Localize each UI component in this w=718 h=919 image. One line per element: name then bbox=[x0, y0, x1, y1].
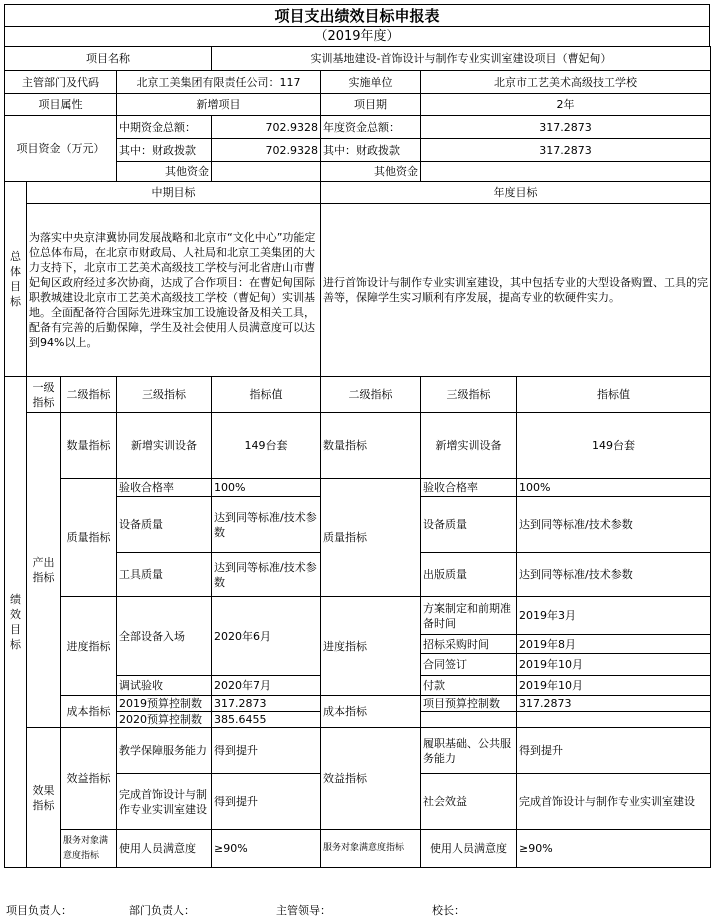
b2-value-year: 完成首饰设计与制作专业实训室建设 bbox=[517, 774, 711, 830]
funds-label: 项目资金（万元） bbox=[5, 116, 117, 182]
q3-value: 达到同等标准/技术参数 bbox=[212, 553, 321, 597]
year-total-label: 年度资金总额： bbox=[321, 116, 421, 139]
header-level2: 二级指标 bbox=[61, 377, 117, 413]
form-year: （2019年度） bbox=[4, 26, 710, 46]
qty-l3: 新增实训设备 bbox=[117, 413, 212, 479]
project-name-value: 实训基地建设-首饰设计与制作专业实训室建设项目（曹妃甸） bbox=[212, 47, 711, 71]
sat-l3: 使用人员满意度 bbox=[117, 830, 212, 868]
q2-value-year: 达到同等标准/技术参数 bbox=[517, 497, 711, 553]
year-other-label: 其他资金 bbox=[321, 162, 421, 182]
b1-value: 得到提升 bbox=[212, 728, 321, 774]
q3-value-year: 达到同等标准/技术参数 bbox=[517, 553, 711, 597]
p3-l3-year: 合同签订 bbox=[421, 654, 517, 676]
q1-l3-year: 验收合格率 bbox=[421, 479, 517, 497]
header-level3: 三级指标 bbox=[117, 377, 212, 413]
c-l3-year: 项目预算控制数 bbox=[421, 696, 517, 712]
effect-indicator-label: 效果指标 bbox=[27, 728, 61, 868]
q3-l3: 工具质量 bbox=[117, 553, 212, 597]
p1-l3: 全部设备入场 bbox=[117, 597, 212, 676]
c1-l3: 2019预算控制数 bbox=[117, 696, 212, 712]
cost-label: 成本指标 bbox=[61, 696, 117, 728]
q1-value-year: 100% bbox=[517, 479, 711, 497]
dept-value: 北京工美集团有限责任公司：117 bbox=[117, 71, 321, 94]
c2-value-year-empty bbox=[517, 712, 711, 728]
q2-value: 达到同等标准/技术参数 bbox=[212, 497, 321, 553]
qty-value: 149台套 bbox=[212, 413, 321, 479]
p1-value: 2020年6月 bbox=[212, 597, 321, 676]
cost-label-year: 成本指标 bbox=[321, 696, 421, 728]
year-fiscal-value: 317.2873 bbox=[421, 139, 711, 162]
period-label: 项目期 bbox=[321, 94, 421, 116]
sign-supervisor: 主管领导： bbox=[276, 904, 331, 917]
mid-fiscal-label: 其中：财政拨款 bbox=[117, 139, 212, 162]
p3-value-year: 2019年10月 bbox=[517, 654, 711, 676]
mid-total-value: 702.9328 bbox=[212, 116, 321, 139]
year-fiscal-label: 其中：财政拨款 bbox=[321, 139, 421, 162]
quality-label: 质量指标 bbox=[61, 479, 117, 597]
header-value: 指标值 bbox=[212, 377, 321, 413]
q1-value: 100% bbox=[212, 479, 321, 497]
overall-goal-label: 总体目标 bbox=[5, 182, 27, 377]
signature-row bbox=[4, 902, 710, 918]
qty-value-year: 149台套 bbox=[517, 413, 711, 479]
benefit-label: 效益指标 bbox=[61, 728, 117, 830]
sign-principal: 校长： bbox=[432, 904, 465, 917]
c2-value: 385.6455 bbox=[212, 712, 321, 728]
performance-goal-table bbox=[4, 46, 711, 868]
p1-value-year: 2019年3月 bbox=[517, 597, 711, 635]
b1-l3: 教学保障服务能力 bbox=[117, 728, 212, 774]
output-indicator-label: 产出指标 bbox=[27, 413, 61, 728]
impl-value: 北京市工艺美术高级技工学校 bbox=[421, 71, 711, 94]
qty-label-year: 数量指标 bbox=[321, 413, 421, 479]
header-level1: 一级指标 bbox=[27, 377, 61, 413]
attr-value: 新增项目 bbox=[117, 94, 321, 116]
header-level2-year: 二级指标 bbox=[321, 377, 421, 413]
project-name-label: 项目名称 bbox=[5, 47, 212, 71]
header-value-year: 指标值 bbox=[517, 377, 711, 413]
perf-goal-label: 绩效目标 bbox=[5, 377, 27, 868]
mid-other-value bbox=[212, 162, 321, 182]
qty-l3-year: 新增实训设备 bbox=[421, 413, 517, 479]
header-level3-year: 三级指标 bbox=[421, 377, 517, 413]
sign-dept-leader: 部门负责人： bbox=[129, 904, 195, 917]
q2-l3: 设备质量 bbox=[117, 497, 212, 553]
benefit-label-year: 效益指标 bbox=[321, 728, 421, 830]
mid-fiscal-value: 702.9328 bbox=[212, 139, 321, 162]
year-goal-label: 年度目标 bbox=[321, 182, 711, 204]
b1-value-year: 得到提升 bbox=[517, 728, 711, 774]
form-title: 项目支出绩效目标申报表 bbox=[4, 4, 710, 26]
q2-l3-year: 设备质量 bbox=[421, 497, 517, 553]
impl-label: 实施单位 bbox=[321, 71, 421, 94]
q3-l3-year: 出版质量 bbox=[421, 553, 517, 597]
p4-l3: 调试验收 bbox=[117, 676, 212, 696]
b2-l3: 完成首饰设计与制作专业实训室建设 bbox=[117, 774, 212, 830]
attr-label: 项目属性 bbox=[5, 94, 117, 116]
p4-value-year: 2019年10月 bbox=[517, 676, 711, 696]
mid-goal-text: 为落实中央京津冀协同发展战略和北京市“文化中心”功能定位总体布局，在北京市财政局、人社局和北京工美集团的大力支持下，北京市工艺美术高级技工学校与河北省唐山市曹妃甸区政府经过多次协商，达成了合作项目：在曹妃甸国际职教城建设北京市工艺美术高级技工学校（曹妃甸）实训基地。全面配备符合国际先进珠宝加工设施设备及相关工具，配备有完善的后勤保障，学生及社会使用人员满意度可以达到94%以上。 bbox=[27, 204, 321, 377]
p1-l3-year: 方案制定和前期准备时间 bbox=[421, 597, 517, 635]
p4-value: 2020年7月 bbox=[212, 676, 321, 696]
mid-other-label: 其他资金 bbox=[117, 162, 212, 182]
p4-l3-year: 付款 bbox=[421, 676, 517, 696]
c1-value: 317.2873 bbox=[212, 696, 321, 712]
year-goal-text: 进行首饰设计与制作专业实训室建设，其中包括专业的大型设备购置、工具的完善等，保障学生实习顺利有序发展，提高专业的软硬件实力。 bbox=[321, 204, 711, 377]
c2-l3-year-empty bbox=[421, 712, 517, 728]
sign-project-leader: 项目负责人： bbox=[6, 904, 72, 917]
q1-l3: 验收合格率 bbox=[117, 479, 212, 497]
progress-label-year: 进度指标 bbox=[321, 597, 421, 696]
year-total-value: 317.2873 bbox=[421, 116, 711, 139]
b2-value: 得到提升 bbox=[212, 774, 321, 830]
progress-label: 进度指标 bbox=[61, 597, 117, 696]
dept-label: 主管部门及代码 bbox=[5, 71, 117, 94]
c2-l3: 2020预算控制数 bbox=[117, 712, 212, 728]
quality-label-year: 质量指标 bbox=[321, 479, 421, 597]
year-other-value bbox=[421, 162, 711, 182]
sat-value: ≥90% bbox=[212, 830, 321, 868]
satisfaction-label: 服务对象满意度指标 bbox=[61, 830, 117, 868]
mid-goal-label: 中期目标 bbox=[27, 182, 321, 204]
p2-l3-year: 招标采购时间 bbox=[421, 635, 517, 654]
sat-value-year: ≥90% bbox=[517, 830, 711, 868]
p2-value-year: 2019年8月 bbox=[517, 635, 711, 654]
mid-total-label: 中期资金总额： bbox=[117, 116, 212, 139]
sat-l3-year: 使用人员满意度 bbox=[421, 830, 517, 868]
period-value: 2年 bbox=[421, 94, 711, 116]
b2-l3-year: 社会效益 bbox=[421, 774, 517, 830]
qty-label: 数量指标 bbox=[61, 413, 117, 479]
satisfaction-label-year: 服务对象满意度指标 bbox=[321, 830, 421, 868]
c-value-year: 317.2873 bbox=[517, 696, 711, 712]
b1-l3-year: 履职基础、公共服务能力 bbox=[421, 728, 517, 774]
